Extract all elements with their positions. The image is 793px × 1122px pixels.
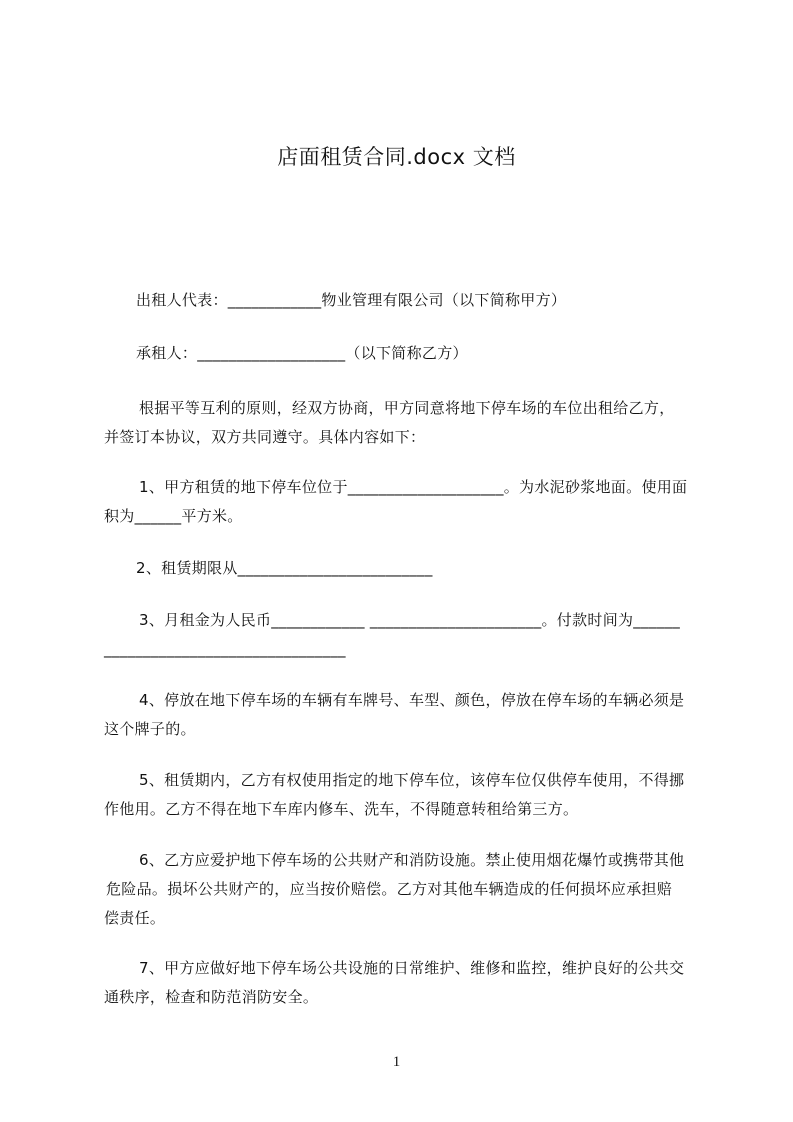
clause-6-paragraph xyxy=(104,846,716,933)
paragraph-line: 4、停放在地下停车场的车辆有车牌号、车型、颜色，停放在停车场的车辆必须是 xyxy=(139,691,685,709)
paragraph-line: 根据平等互利的原则，经双方协商，甲方同意将地下停车场的车位出租给乙方， xyxy=(139,399,675,417)
page-number: 1 xyxy=(392,1054,401,1070)
preamble-paragraph xyxy=(104,394,716,452)
paragraph-line: 通秩序，检查和防范消防安全。 xyxy=(104,988,319,1006)
lessor-paragraph xyxy=(104,286,716,315)
paragraph-line: 3、月租金为人民币____________ ______________________。付款时间为______ xyxy=(139,611,681,629)
paragraph-line: 偿责任。 xyxy=(104,909,166,927)
clause-7-paragraph xyxy=(104,954,716,1012)
paragraph-line: 7、甲方应做好地下停车场公共设施的日常维护、维修和监控，维护良好的公共交 xyxy=(139,959,685,977)
paragraph-line: 并签订本协议，双方共同遵守。具体内容如下： xyxy=(104,428,426,446)
clause-5-paragraph xyxy=(104,766,716,824)
clause-1-paragraph xyxy=(104,473,716,531)
paragraph-line: 5、租赁期内，乙方有权使用指定的地下停车位，该停车位仅供停车使用，不得挪 xyxy=(139,771,685,789)
paragraph-line: 1、甲方租赁的地下停车位位于____________________。为水泥砂浆地面。使用面 xyxy=(139,478,688,496)
paragraph-line: 承租人：___________________（以下简称乙方） xyxy=(136,344,468,362)
paragraph-line: 这个牌子的。 xyxy=(104,720,196,738)
paragraph-line: 出租人代表：____________物业管理有限公司（以下简称甲方） xyxy=(136,291,567,309)
paragraph-line: 6、乙方应爱护地下停车场的公共财产和消防设施。禁止使用烟花爆竹或携带其他 xyxy=(139,851,685,869)
paragraph-line: _______________________________ xyxy=(104,640,346,658)
paragraph-line: 积为______平方米。 xyxy=(104,507,243,525)
clause-3-paragraph xyxy=(104,606,716,664)
paragraph-line: 2、租赁期限从_________________________ xyxy=(136,559,433,577)
document-title: 店面租赁合同.docx 文档 xyxy=(277,145,516,169)
clause-2-paragraph xyxy=(104,554,716,583)
lessee-paragraph xyxy=(104,339,716,368)
clause-4-paragraph xyxy=(104,686,716,744)
paragraph-line: 危险品。损坏公共财产的，应当按价赔偿。乙方对其他车辆造成的任何损坏应承担赔 xyxy=(106,880,673,898)
paragraph-line: 作他用。乙方不得在地下车库内修车、洗车，不得随意转租给第三方。 xyxy=(104,800,579,818)
